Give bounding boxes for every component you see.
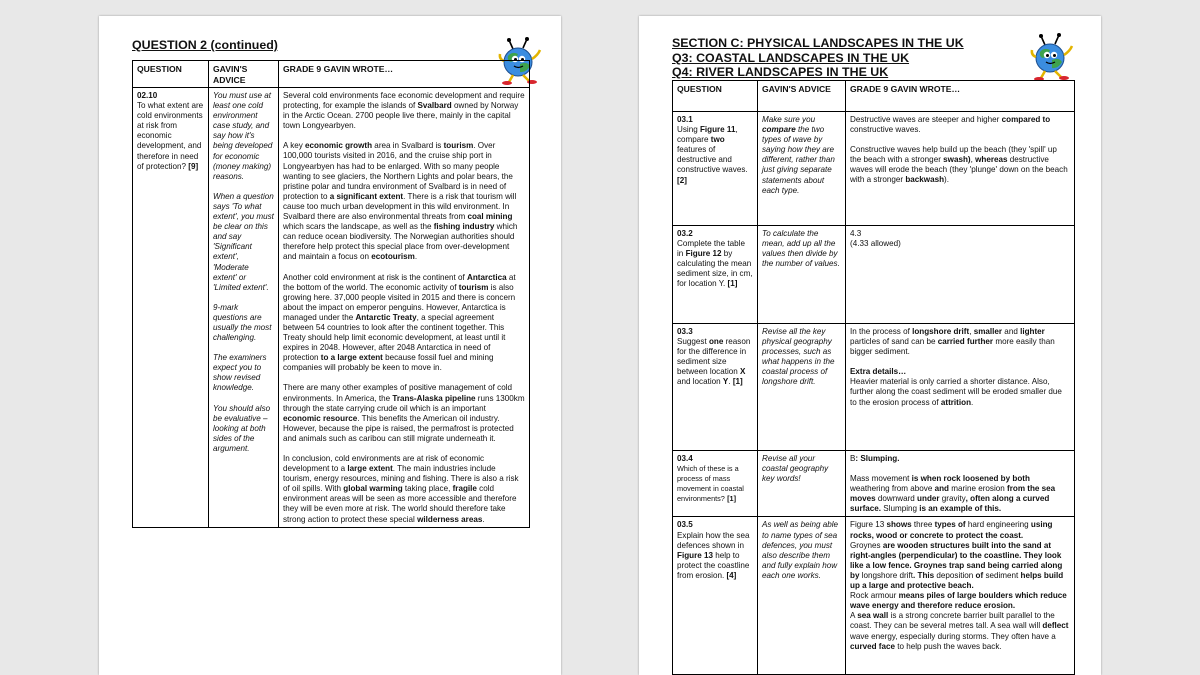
advice-paragraph: As well as being able to name types of sea defences, you must also describe them and fully explain how each one works. [762, 520, 839, 580]
page-title: QUESTION 2 (continued) [132, 38, 278, 52]
question-text: Using Figure 11, compare two features of destructive and constructive waves. [2] [677, 125, 748, 185]
globe-mascot-logo [1028, 33, 1078, 81]
question-cell [673, 226, 758, 324]
answer-cell [279, 88, 530, 528]
header-question: QUESTION [133, 61, 209, 88]
table-row [673, 112, 1075, 226]
advice-cell [209, 88, 279, 528]
section-title: SECTION C: PHYSICAL LANDSCAPES IN THE UK [672, 36, 964, 50]
answer-cell [846, 226, 1075, 324]
question-number: 03.5 [677, 520, 693, 530]
question-cell [133, 88, 209, 528]
table-row [673, 451, 1075, 517]
advice-cell [758, 226, 846, 324]
question-marks: [1] [727, 494, 737, 504]
extra-details-heading: Extra details… [850, 367, 907, 377]
table-row [133, 88, 530, 528]
answer-cell [846, 451, 1075, 517]
advice-paragraph: To calculate the mean, add up all the values then divide by the number of values. [762, 229, 840, 269]
answer-note: (4.33 allowed) [850, 239, 901, 249]
answer-cell [846, 517, 1075, 675]
answer-paragraph: Destructive waves are steeper and higher compared to constructive waves. [850, 115, 1051, 135]
question-marks: [9] [188, 161, 199, 171]
header-question: QUESTION [673, 81, 758, 112]
answer-paragraph: There are many other examples of positive management of cold environments. In America, the Trans-Alaska pipeline runs 1300km through the state carrying crude oil which is an important economic resource. This benefits the American oil industry. However, because the pipe is raised, the permafrost is protected and animals such as caribou can still migrate underneath it. [283, 383, 525, 443]
table-header-row [673, 81, 1075, 112]
question-cell [673, 517, 758, 675]
left-page [99, 16, 561, 675]
advice-cell [758, 324, 846, 451]
answer-paragraph: Another cold environment at risk is the continent of Antarctica at the bottom of the world. The economic activity of tourism is also growing here. 37,000 people visited in 2015 and there is concern about the impact on emperor penguins. However, Antarctica is managed under the Antarctic Treaty, a special agreement between 54 countries to look after the continent together. This Treaty should help limit economic development, at least until it expires in 2048. However, after 2048 Antarctica in need of protection to a large extent because fossil fuel and mining companies will probably be keen to move in. [283, 272, 516, 373]
answer-cell [846, 324, 1075, 451]
advice-cell [758, 517, 846, 675]
question-cell [673, 112, 758, 226]
question-cell [673, 324, 758, 451]
answer-table [672, 80, 1075, 675]
header-answer: GRADE 9 GAVIN WROTE… [279, 61, 530, 88]
table-header-row [133, 61, 530, 88]
answer-paragraph: A sea wall is a strong concrete barrier built parallel to the coast. They can be several metres tall. A sea wall will deflect wave energy, especially during storms. They often have a curved face to help push the waves back. [850, 611, 1069, 651]
answer-choice: B: Slumping. [850, 454, 900, 463]
question-number: 03.2 [677, 229, 693, 238]
advice-paragraph: Revise all your coastal geography key words! [762, 454, 829, 484]
answer-paragraph: Constructive waves help build up the beach (they 'spill' up the beach with a stronger swash), whereas destructive waves will erode the beach (they 'plunge' down on the beach with a stronger backwash). [850, 145, 1068, 185]
answer-paragraph: Figure 13 shows three types of hard engineering using rocks, wood or concrete to protect the coast. [850, 520, 1053, 540]
advice-cell [758, 112, 846, 226]
answer-paragraph: Groynes are wooden structures built into the sand at right-angles (perpendicular) to the coastline. They look like a low fence. Groynes trap sand being carried along by longshore drift. This deposition of sediment helps build up a large and protective beach. [850, 540, 1064, 591]
question-text: To what extent are cold environments at risk from economic development, and therefore in need of protection? [137, 101, 204, 171]
answer-paragraph: Rock armour means piles of large boulders which reduce wave energy and therefore reduce erosion. [850, 591, 1067, 611]
advice-paragraph: 9-mark questions are usually the most challenging. [213, 302, 272, 343]
header-answer: GRADE 9 GAVIN WROTE… [846, 81, 1075, 112]
section-subtitle: Q3: COASTAL LANDSCAPES IN THE UK [672, 50, 910, 65]
header-advice: GAVIN'S ADVICE [209, 61, 279, 88]
answer-paragraph: Several cold environments face economic development and require protecting, for example the islands of Svalbard owned by Norway in the Arctic Ocean. 2700 people live there, mainly in the capital town Longyearbyen. [283, 91, 525, 131]
advice-paragraph: You should also be evaluative – looking at both sides of the argument. [213, 403, 271, 453]
answer-paragraph: Heavier material is only carried a shorter distance. Also, further along the coast sediment will be eroded smaller due to the erosion process of attrition. [850, 377, 1062, 407]
advice-paragraph: When a question says 'To what extent', you must be clear on this and say 'Significant extent', 'Moderate extent' or 'Limited extent'. [213, 191, 274, 292]
answer-cell [846, 112, 1075, 226]
advice-paragraph: Make sure you compare the two types of wave by saying how they are different, rather than just giving separate statements about each type. [762, 115, 835, 195]
answer-paragraph: In the process of longshore drift, smaller and lighter particles of sand can be carried further more easily than bigger sediment. [850, 327, 1055, 357]
advice-cell [758, 451, 846, 517]
table-row [673, 226, 1075, 324]
answer-paragraph: In conclusion, cold environments are at risk of economic development to a large extent. The main industries include tourism, energy resources, mining and fishing. There is also a risk of oil spills. With global warming taking place, fragile cold environment areas will be seen as more accessible and therefore they will be even more at risk. The world should therefore take strong action to protect these special wilderness areas. [283, 454, 519, 524]
question-text: Suggest one reason for the difference in sediment size between location X and location Y. [1] [677, 337, 751, 387]
answer-value: 4.3 [850, 229, 862, 238]
answer-paragraph: A key economic growth area in Svalbard is tourism. Over 100,000 tourists visited in 2016, and the cruise ship port in Longyearbyen has had to be enlarged. With so many people wanting to see glaciers, the Northern Lights and polar bears, the pristine polar and tundra environment of Svalbard is in need of protection to a significant extent. There is a risk that tourism will cause too much urban development in this wild environment. In Svalbard there are also environmental threats from coal mining which scars the landscape, as well as the fishing industry which can reduce ocean biodiversity. The Norwegian authorities should therefore help protect this special place from over-development and maintain a focus on ecotourism. [283, 141, 518, 262]
question-cell [673, 451, 758, 517]
question-text: Complete the table in Figure 12 by calculating the mean sediment size, in cm, for location Y. [1] [677, 239, 753, 289]
question-number: 02.10 [137, 91, 158, 100]
question-number: 03.4 [677, 454, 693, 463]
header-advice: GAVIN'S ADVICE [758, 81, 846, 112]
section-subtitle: Q4: RIVER LANDSCAPES IN THE UK [672, 65, 889, 79]
answer-table [132, 60, 530, 528]
advice-paragraph: Revise all the key physical geography processes, such as what happens in the coastal process of longshore drift. [762, 327, 835, 387]
advice-paragraph: You must use at least one cold environment case study, and say how it's being developed for economic (money making) reasons. [213, 91, 273, 181]
table-row [673, 324, 1075, 451]
table-row [673, 517, 1075, 675]
question-number: 03.1 [677, 115, 693, 124]
question-text: Which of these is a process of mass movement in coastal environments? [677, 464, 744, 504]
answer-paragraph: Mass movement is when rock loosened by both weathering from above and marine erosion from the sea moves downward under gravity, often along a curved surface. Slumping is an example of this. [850, 474, 1056, 514]
advice-paragraph: The examiners expect you to show revised knowledge. [213, 353, 267, 393]
question-text: Explain how the sea defences shown in Figure 13 help to protect the coastline from erosion. [4] [677, 530, 750, 580]
right-page [639, 16, 1101, 675]
question-number: 03.3 [677, 327, 693, 336]
